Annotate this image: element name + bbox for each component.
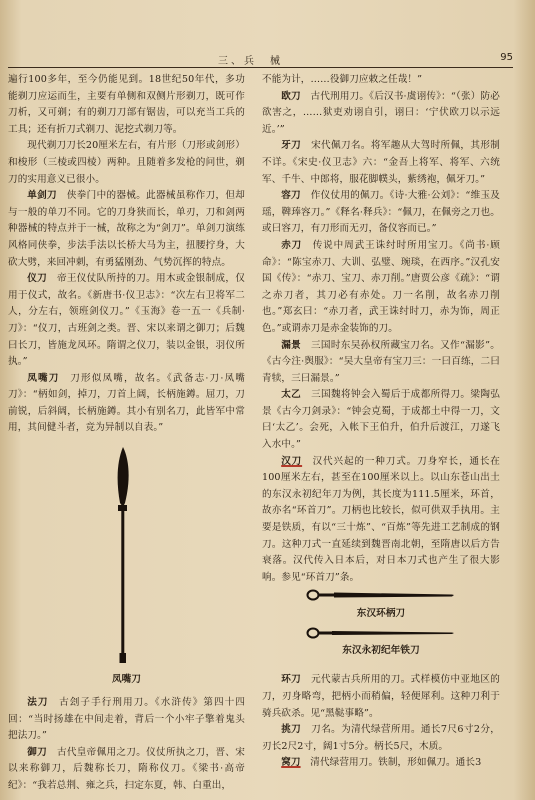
figure-fengzui-dao [8, 437, 245, 695]
entry-text: 宋代佩刀名。将军趣从大驾时所佩，其形制不详。《宋史·仪卫志》六：“金吾上将军、将军、六统军、千牛、中郎将，服花脚幞头，紫绣袍，佩牙刀。” [262, 140, 500, 185]
entry-term: 法刀 [27, 697, 49, 709]
entry-term: 汉刀 [281, 455, 303, 467]
entry-term: 赤刀 [281, 239, 303, 251]
entry-term: 容刀 [281, 190, 301, 202]
entry-paragraph [262, 238, 500, 338]
entry-paragraph [262, 722, 500, 755]
entry-term: 仪刀 [27, 273, 48, 285]
ring-pommel-dao-illustration [306, 588, 456, 602]
entry-paragraph [262, 138, 500, 188]
entry-paragraph [262, 387, 500, 453]
figure-han-daos [262, 586, 500, 672]
yongchu-iron-dao-illustration [306, 626, 456, 640]
text-paragraph [262, 72, 500, 89]
entry-term: 凤嘴刀 [27, 372, 60, 384]
entry-paragraph [8, 188, 245, 271]
entry-text: 遍行100多年，至今仍能见到。18世纪50年代，多功能剃刀应运而生，主要有单侧和双侧片形剃刀，既可作刀析，又可剃；有的剃刀刀部有锯齿，可以充当工兵的工具；还有折刀式剃刀、泥挖式剃刀等。 [8, 74, 245, 135]
entry-text: 刀形似凤嘴，故名。《武备志·刀·凤嘴刀》：“柄如剑，掉刀，刀首上阔，长柄施鐏。屈刀，刀前锐，后斜阔，长柄施鐏。其小有别名刀，此皆军中常用，其间健斗者，竞为异制以自表。” [8, 372, 245, 434]
entry-text: 元代蒙古兵所用的刀。式样模仿中亚地区的刀，刃身略弯，把柄小而稍偏，轻便犀利。这种刀利于骑兵砍杀。见“黑鞑事略”。 [262, 674, 500, 719]
entry-text: 古代皇帝佩用之刀。仪仗所执之刀，晋、宋以来称御刀，后魏称长刀，隋称仪刀。《梁书·高帝纪》：“我若总荆、雍之兵，扫定东夏，韩、白重出， [8, 746, 246, 792]
page-number: 95 [500, 52, 513, 63]
entry-text: 作仪仗用的佩刀。《诗·大雅·公刘》：“维玉及瑶，鞞琫容刀。”《释名·释兵》：“佩刀，在佩旁之刀也。或曰容刀，有刀形而无刃，备仪容而已。” [262, 190, 500, 235]
figure-caption: 东汉永初纪年铁刀 [342, 645, 420, 657]
entry-text: 侠拳门中的器械。此器械虽称作刀，但却与一般的单刀不同。它的刀身狭而长，单刃，刀和剑两种器械的特点并于一械，故称之为“剑刀”。单剑刀演练风格同侠拳，步法手法以长桥大马为主，扭腰拧身，大砍大劈，来回冲刺，有勇猛刚劲、气势沉挥的特点。 [8, 190, 245, 268]
text-paragraph [8, 72, 245, 138]
entry-paragraph [262, 188, 500, 238]
entry-paragraph [262, 338, 500, 388]
figure-caption: 东汉环柄刀 [356, 608, 406, 620]
entry-text: 不能为计，……役御刀应敕之任哉！” [262, 74, 423, 85]
entry-term: 漏景 [281, 339, 302, 351]
entry-paragraph [262, 755, 500, 772]
entry-text: 清代绿营用刀。铁制，形如佩刀。通长3 [310, 757, 482, 769]
entry-text: 现代剃刀刀长20厘米左右，有片形（刀形或剑形）和梭形（三棱或四棱）两种。且随着多发枪的问世，剃刀的实用意义已很小。 [8, 140, 245, 185]
fengzui-dao-illustration [103, 445, 143, 667]
running-header [8, 52, 513, 68]
entry-paragraph [8, 745, 245, 795]
entry-paragraph [262, 89, 500, 139]
text-paragraph [8, 138, 245, 188]
entry-term: 挑刀 [281, 724, 302, 736]
entry-text: 古代刑用刀。《后汉书·虞诩传》：“（张）防必欲害之，……狱吏劝诩自引，诩曰：‘宁伏欧刀以示远近。’” [262, 90, 500, 135]
entry-term: 窝刀 [281, 757, 301, 769]
entry-text: 帝王仪仗队所持的刀。用木或金银制成，仅用于仪式，故名。《新唐书·仪卫志》：“次左右卫将军二人，分左右，领班剑仪刀。”《玉海》卷一五一《兵制·刀》：“仪刀，古班剑之类。晋、宋以来谓之御刀；后魏曰长刀，皆施龙凤环。隋谓之仪刀，装以金银，羽仪所执。” [8, 273, 246, 368]
entry-paragraph [262, 672, 500, 722]
entry-paragraph [262, 454, 500, 587]
entry-text: 刀名。为清代绿营所用。通长7尺6寸2分，刃长2尺2寸，阔1寸5分。柄长5尺，木质。 [262, 724, 500, 752]
entry-term: 单剑刀 [27, 190, 57, 202]
section-title: 三、兵 械 [218, 56, 283, 67]
entry-term: 太乙 [281, 389, 302, 401]
figure-caption: 凤嘴刀 [111, 674, 142, 686]
entry-term: 环刀 [281, 674, 302, 686]
header-rule [8, 67, 513, 68]
entry-paragraph [8, 271, 245, 371]
entry-text: 传说中周武王诛纣时所用宝刀。《尚书·顾命》：“陈宝赤刀、大训、弘璧、琬琰，在西序。”汉孔安国《传》：“赤刀、宝刀、赤刀削。”唐贾公彦《疏》：“谓之赤刀者，其刀必有赤处。刀一名削，故名赤刀削也。”郑玄曰：“赤刀者，武王诛纣时刀，赤为饰，周正色。”或谓赤刀是赤金装饰的刀。 [262, 239, 500, 334]
entry-text: 三国魏将钟会入蜀后于成都所得刀。梁陶弘景《古今刀剑录》：“钟会克蜀，于成都土中得一刀，文曰‘太乙’。会死，入帐下王伯升，伯升后渡江，刀遂飞入水中。” [262, 389, 500, 451]
entry-text: 汉代兴起的一种刀式。刀身窄长，通长在100厘米左右，甚至在100厘米以上。以山东苍山出土的东汉永初纪年刀为例，其长度为111.5厘米，环首，故亦名“环首刀”。刀柄也比较长，似可供双手执用。主要是铁质，有以“三十炼”、“百炼”等先进工艺制成的钢刀。这种刀式一直延续到魏晋南北朝，至隋唐以后方告衰落。汉代传入日本后，对日本刀式也产生了很大影响。参见“环首刀”条。 [262, 455, 501, 583]
right-column [262, 72, 500, 772]
entry-term: 牙刀 [281, 140, 302, 152]
entry-text: 古刽子手行刑用刀。《水浒传》第四十四回：“当时扬雄在中间走着，背后一个小牢子擎着鬼头把法刀。” [8, 697, 246, 742]
entry-text: 三国时东吴孙权所藏宝刀名。又作“漏影”。《古今注·舆服》：“吴大皇帝有宝刀三：一曰百练，二曰青犊，三曰漏景。” [262, 339, 501, 384]
left-column [8, 72, 245, 795]
entry-term: 御刀 [27, 746, 48, 758]
entry-term: 欧刀 [281, 90, 301, 102]
entry-paragraph [8, 695, 245, 745]
entry-paragraph [8, 371, 245, 437]
